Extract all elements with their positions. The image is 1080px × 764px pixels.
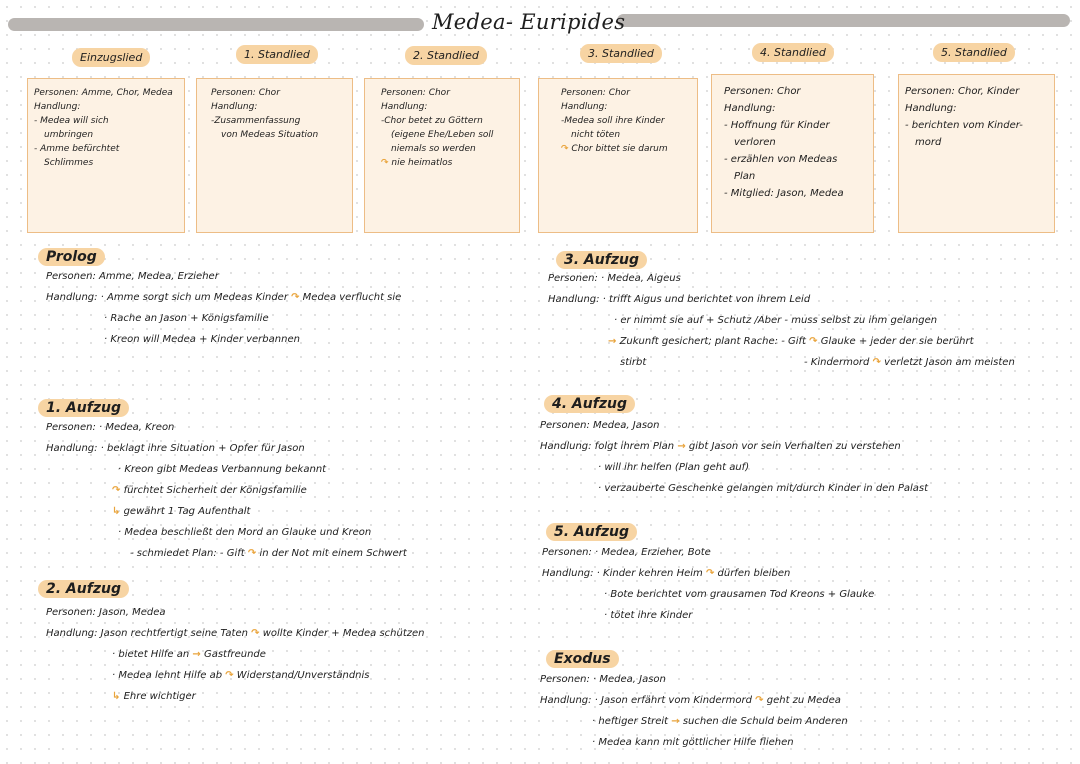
station-6-line: Personen: Chor, Kinder bbox=[905, 86, 1020, 97]
aufzug-3-heading: 3. Aufzug bbox=[556, 251, 647, 269]
aufzug-1-line: ↳ gewährt 1 Tag Aufenthalt bbox=[112, 506, 251, 517]
station-5-line: verloren bbox=[734, 137, 776, 148]
station-4-line: -Medea soll ihre Kinder bbox=[561, 115, 665, 126]
station-box-4 bbox=[538, 78, 698, 233]
station-4-line: nicht töten bbox=[571, 129, 621, 140]
station-3-line: ↷ nie heimatlos bbox=[381, 157, 453, 168]
aufzug-1-line: Handlung: · beklagt ihre Situation + Opfer für Jason bbox=[46, 443, 305, 454]
station-3-line: -Chor betet zu Göttern bbox=[381, 115, 483, 126]
aufzug-4-line: Handlung: folgt ihrem Plan → gibt Jason vor sein Verhalten zu verstehen bbox=[540, 441, 901, 452]
exodus-line: · heftiger Streit → suchen die Schuld beim Anderen bbox=[592, 716, 848, 727]
aufzug-1-text bbox=[46, 417, 407, 564]
station-1-line: Handlung: bbox=[34, 101, 81, 112]
station-1-line: - Amme befürchtet bbox=[34, 143, 120, 154]
arrow-icon: ↳ bbox=[112, 506, 121, 517]
aufzug-3-line: Personen: · Medea, Aigeus bbox=[548, 273, 681, 284]
arrow-icon: ↷ bbox=[755, 695, 764, 706]
aufzug-2-heading: 2. Aufzug bbox=[38, 580, 129, 598]
station-5-line: Personen: Chor bbox=[724, 86, 801, 97]
aufzug-1-heading: 1. Aufzug bbox=[38, 399, 129, 417]
aufzug-3-line: · er nimmt sie auf + Schutz /Aber - muss selbst zu ihm gelangen bbox=[614, 315, 938, 326]
prolog-line: Handlung: · Amme sorgt sich um Medeas Kinder ↷ Medea verflucht sie bbox=[46, 292, 402, 303]
aufzug-2-line: Handlung: Jason rechtfertigt seine Taten ↷ wollte Kinder + Medea schützen bbox=[46, 628, 425, 639]
aufzug-5-line: Handlung: · Kinder kehren Heim ↷ dürfen bleiben bbox=[542, 568, 791, 579]
aufzug-3-line: stirbt bbox=[620, 357, 647, 368]
station-5-line: Plan bbox=[734, 171, 756, 182]
arrow-icon: → bbox=[608, 336, 617, 347]
aufzug-3-line: → Zukunft gesichert; plant Rache: - Gift ↷ Glauke + jeder der sie berührt bbox=[608, 336, 974, 347]
page-title: Medea- Euripides bbox=[432, 10, 626, 34]
arrow-icon: → bbox=[671, 716, 680, 727]
aufzug-5-text bbox=[542, 542, 874, 626]
arrow-icon: ↷ bbox=[251, 628, 260, 639]
aufzug-1-line: Personen: · Medea, Kreon bbox=[46, 422, 175, 433]
title-bar-left bbox=[8, 18, 424, 31]
station-5-line: - Mitglied: Jason, Medea bbox=[724, 188, 844, 199]
station-6-line: - berichten vom Kinder- bbox=[905, 120, 1023, 131]
station-heading-2: 1. Standlied bbox=[236, 45, 318, 64]
station-3-line: (eigene Ehe/Leben soll bbox=[391, 129, 494, 140]
station-4-line: Personen: Chor bbox=[561, 88, 630, 98]
exodus-text bbox=[540, 669, 848, 753]
arrow-icon: ↷ bbox=[291, 292, 300, 303]
station-heading-1: Einzugslied bbox=[72, 48, 150, 67]
aufzug-5-line: · tötet ihre Kinder bbox=[604, 610, 693, 621]
exodus-line: Handlung: · Jason erfährt vom Kindermord ↷ geht zu Medea bbox=[540, 695, 841, 706]
arrow-icon: ↷ bbox=[381, 157, 389, 168]
station-heading-5: 4. Standlied bbox=[752, 43, 834, 62]
station-3-line: Handlung: bbox=[381, 101, 428, 112]
station-2-line: Personen: Chor bbox=[211, 88, 280, 98]
prolog-line: · Rache an Jason + Königsfamilie bbox=[104, 313, 269, 324]
prolog-text bbox=[46, 266, 401, 350]
station-2-line: -Zusammenfassung bbox=[211, 115, 301, 126]
prolog-line: · Kreon will Medea + Kinder verbannen bbox=[104, 334, 300, 345]
aufzug-5-line: · Bote berichtet vom grausamen Tod Kreons + Glauke bbox=[604, 589, 875, 600]
arrow-icon: ↷ bbox=[872, 357, 881, 368]
station-4-line: ↷ Chor bittet sie darum bbox=[561, 143, 668, 154]
station-1-line: umbringen bbox=[44, 129, 94, 140]
arrow-icon: ↷ bbox=[112, 485, 121, 496]
station-3-line: Personen: Chor bbox=[381, 88, 450, 98]
aufzug-5-heading: 5. Aufzug bbox=[546, 523, 637, 541]
aufzug-4-line: · verzauberte Geschenke gelangen mit/durch Kinder in den Palast bbox=[598, 483, 929, 494]
arrow-icon: ↷ bbox=[561, 143, 569, 154]
arrow-icon: ↷ bbox=[247, 548, 257, 559]
title-bar-right bbox=[617, 14, 1070, 27]
station-box-1 bbox=[27, 78, 185, 233]
exodus-line: Personen: · Medea, Jason bbox=[540, 674, 666, 685]
aufzug-4-line: Personen: Medea, Jason bbox=[540, 420, 660, 431]
aufzug-4-text bbox=[540, 415, 928, 499]
station-1-line: Schlimmes bbox=[44, 157, 94, 168]
station-3-line: niemals so werden bbox=[391, 143, 476, 154]
aufzug-1-line: - schmiedet Plan: - Gift ↷ in der Not mit einem Schwert bbox=[130, 548, 407, 559]
arrow-icon: → bbox=[192, 649, 201, 660]
station-box-6 bbox=[898, 74, 1055, 233]
arrow-icon: ↷ bbox=[705, 568, 715, 579]
station-box-5 bbox=[711, 74, 874, 233]
exodus-heading: Exodus bbox=[546, 650, 619, 668]
station-4-line: Handlung: bbox=[561, 101, 608, 112]
arrow-icon: → bbox=[677, 441, 686, 452]
station-6-line: mord bbox=[915, 137, 942, 148]
station-5-line: - erzählen von Medeas bbox=[724, 154, 838, 165]
arrow-icon: ↳ bbox=[112, 691, 121, 702]
station-5-line: Handlung: bbox=[724, 103, 776, 114]
aufzug-3-text bbox=[548, 268, 1015, 373]
station-1-line: Personen: Amme, Chor, Medea bbox=[34, 88, 173, 98]
aufzug-4-heading: 4. Aufzug bbox=[544, 395, 635, 413]
station-heading-3: 2. Standlied bbox=[405, 46, 487, 65]
aufzug-2-line: Personen: Jason, Medea bbox=[46, 607, 166, 618]
exodus-line: · Medea kann mit göttlicher Hilfe fliehen bbox=[592, 737, 794, 748]
aufzug-3-line: - Kindermord ↷ verletzt Jason am meisten bbox=[804, 357, 1015, 368]
station-2-line: Handlung: bbox=[211, 101, 258, 112]
aufzug-5-line: Personen: · Medea, Erzieher, Bote bbox=[542, 547, 711, 558]
station-heading-6: 5. Standlied bbox=[933, 43, 1015, 62]
aufzug-2-line: · Medea lehnt Hilfe ab ↷ Widerstand/Unverständnis bbox=[112, 670, 370, 681]
arrow-icon: ↷ bbox=[225, 670, 234, 681]
station-5-line: - Hoffnung für Kinder bbox=[724, 120, 830, 131]
aufzug-2-line: ↳ Ehre wichtiger bbox=[112, 691, 196, 702]
aufzug-2-text bbox=[46, 602, 424, 707]
aufzug-1-line: ↷ fürchtet Sicherheit der Königsfamilie bbox=[112, 485, 307, 496]
aufzug-1-line: · Medea beschließt den Mord an Glauke und Kreon bbox=[118, 527, 372, 538]
station-box-2 bbox=[196, 78, 353, 233]
station-1-line: - Medea will sich bbox=[34, 115, 109, 126]
station-2-line: von Medeas Situation bbox=[221, 129, 319, 140]
aufzug-4-line: · will ihr helfen (Plan geht auf) bbox=[598, 462, 750, 473]
aufzug-3-line: Handlung: · trifft Aigus und berichtet von ihrem Leid bbox=[548, 294, 811, 305]
station-6-line: Handlung: bbox=[905, 103, 957, 114]
aufzug-2-line: · bietet Hilfe an → Gastfreunde bbox=[112, 649, 266, 660]
aufzug-1-line: · Kreon gibt Medeas Verbannung bekannt bbox=[118, 464, 327, 475]
prolog-heading: Prolog bbox=[38, 248, 105, 266]
prolog-line: Personen: Amme, Medea, Erzieher bbox=[46, 271, 219, 282]
station-box-3 bbox=[364, 78, 520, 233]
station-heading-4: 3. Standlied bbox=[580, 44, 662, 63]
arrow-icon: ↷ bbox=[809, 336, 818, 347]
